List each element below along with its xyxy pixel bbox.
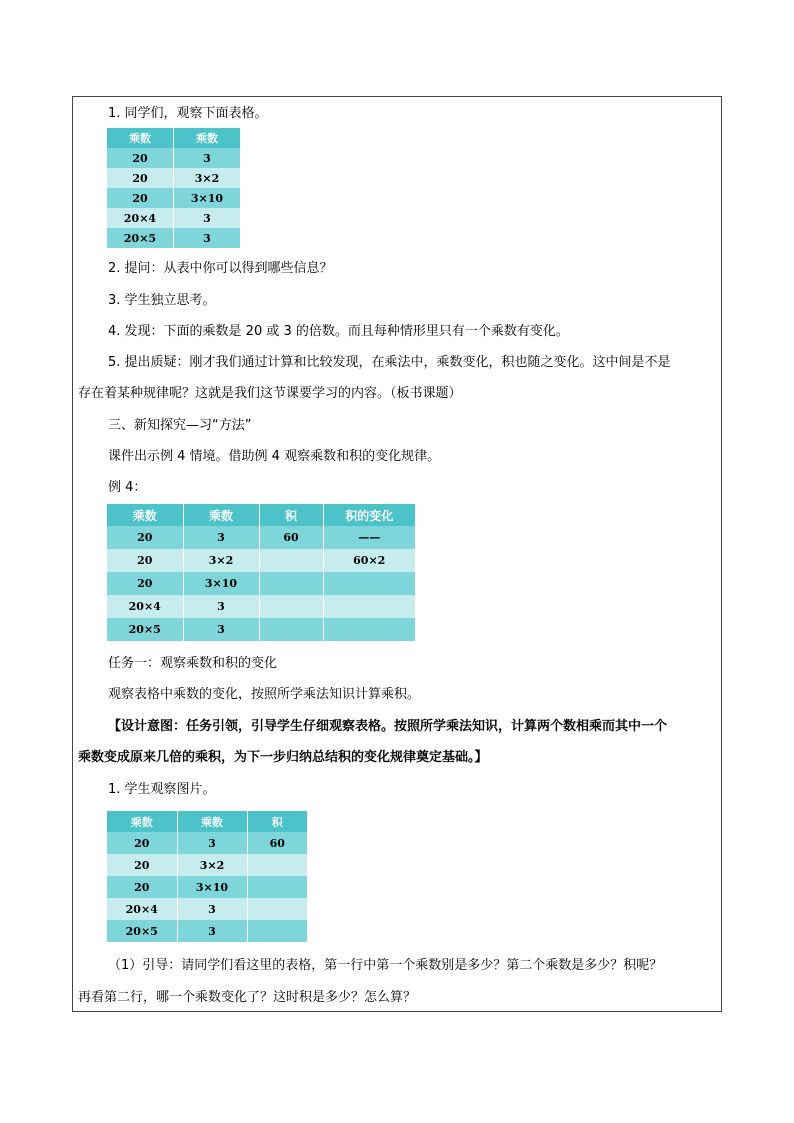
item-doubt-line1: 5. 提出质疑：刚才我们通过计算和比较发现，在乘法中，乘数变化，积也随之变化。这中间是不是 <box>108 355 671 370</box>
table-row <box>107 208 240 228</box>
table-cell: 20 <box>107 876 177 898</box>
table-factors-1 <box>107 128 240 248</box>
header-cell: 积 <box>247 811 307 832</box>
table-cell: 20×5 <box>107 618 183 641</box>
table-row <box>107 168 240 188</box>
header-cell: 积的变化 <box>323 504 415 526</box>
table-cell: 3 <box>183 618 259 641</box>
table-cell: 20 <box>107 148 174 168</box>
table-cell: 20 <box>107 526 183 549</box>
table-example-4 <box>107 504 415 641</box>
table-cell: 20×5 <box>107 228 174 248</box>
table-cell: 20 <box>107 188 174 208</box>
table-row <box>107 595 415 618</box>
table-cell: 3×2 <box>174 168 241 188</box>
table-cell: 20 <box>107 168 174 188</box>
table-cell: 3×10 <box>183 572 259 595</box>
design-intent-line2: 乘数变成原来几倍的乘积，为下一步归纳总结积的变化规律奠定基础。】 <box>78 750 488 765</box>
header-cell: 乘数 <box>107 504 183 526</box>
table-cell: 20×4 <box>107 208 174 228</box>
table-cell: 3 <box>174 148 241 168</box>
table-cell: 3×10 <box>177 876 247 898</box>
table-row <box>107 572 415 595</box>
table-cell: —— <box>323 526 415 549</box>
table-row <box>107 618 415 641</box>
task-one-description: 观察表格中乘数的变化，按照所学乘法知识计算乘积。 <box>108 687 421 702</box>
guidance-line1: （1）引导：请同学们看这里的表格，第一行中第一个乘数别是多少？第二个乘数是多少？积呢？ <box>108 958 663 973</box>
header-cell: 乘数 <box>183 504 259 526</box>
table-cell: 3 <box>177 898 247 920</box>
header-cell: 乘数 <box>177 811 247 832</box>
table-row <box>107 854 307 876</box>
item-doubt-line2: 存在着某种规律呢？这就是我们这节课要学习的内容。（板书课题） <box>78 386 462 401</box>
table-cell: 60 <box>259 526 323 549</box>
table-cell: 3×10 <box>174 188 241 208</box>
table-cell <box>323 595 415 618</box>
table-cell <box>247 920 307 942</box>
item-observe-table: 1. 同学们，观察下面表格。 <box>108 106 268 121</box>
header-cell: 乘数 <box>174 128 241 148</box>
table-row <box>107 228 240 248</box>
table-cell: 20×5 <box>107 920 177 942</box>
table-cell <box>247 854 307 876</box>
table-cell: 3 <box>174 208 241 228</box>
table-cell: 20×4 <box>107 898 177 920</box>
table-cell: 3×2 <box>183 549 259 572</box>
table-cell <box>323 618 415 641</box>
table-row <box>107 148 240 168</box>
table-row <box>107 549 415 572</box>
table-row <box>107 188 240 208</box>
table-row <box>107 876 307 898</box>
table-row <box>107 898 307 920</box>
table-cell: 20 <box>107 572 183 595</box>
task-one-heading: 任务一：观察乘数和积的变化 <box>108 656 278 671</box>
table-factors-product <box>107 811 307 942</box>
item-observe-picture: 1. 学生观察图片。 <box>108 782 216 797</box>
table-row <box>107 920 307 942</box>
table-cell <box>323 572 415 595</box>
table-cell: 3 <box>177 832 247 854</box>
table-cell: 20 <box>107 549 183 572</box>
table-cell <box>259 595 323 618</box>
item-think: 3. 学生独立思考。 <box>108 293 216 308</box>
table-cell <box>259 549 323 572</box>
table-cell <box>247 898 307 920</box>
table-cell: 20 <box>107 854 177 876</box>
table-cell: 60×2 <box>323 549 415 572</box>
table-cell: 60 <box>247 832 307 854</box>
section-heading: 三、新知探究—习“方法” <box>108 418 252 433</box>
header-cell: 乘数 <box>107 128 174 148</box>
table-cell: 3×2 <box>177 854 247 876</box>
courseware-intro: 课件出示例 4 情境。借助例 4 观察乘数和积的变化规律。 <box>108 449 441 464</box>
table-row <box>107 526 415 549</box>
table-cell: 20 <box>107 832 177 854</box>
table-cell: 3 <box>177 920 247 942</box>
table-cell: 3 <box>183 595 259 618</box>
header-cell: 乘数 <box>107 811 177 832</box>
table-cell: 3 <box>183 526 259 549</box>
item-discovery: 4. 发现：下面的乘数是 20 或 3 的倍数。而且每种情形里只有一个乘数有变化。 <box>108 324 569 339</box>
table-cell: 3 <box>174 228 241 248</box>
table-cell <box>259 572 323 595</box>
guidance-line2: 再看第二行，哪一个乘数变化了？这时积是多少？怎么算？ <box>78 990 417 1005</box>
header-cell: 积 <box>259 504 323 526</box>
example-label: 例 4： <box>108 480 147 495</box>
table-row <box>107 832 307 854</box>
item-question: 2. 提问：从表中你可以得到哪些信息？ <box>108 261 333 276</box>
table-cell <box>247 876 307 898</box>
table-cell <box>259 618 323 641</box>
table-cell: 20×4 <box>107 595 183 618</box>
design-intent-line1: 【设计意图：任务引领，引导学生仔细观察表格。按照所学乘法知识，计算两个数相乘而其中一个 <box>108 719 668 734</box>
